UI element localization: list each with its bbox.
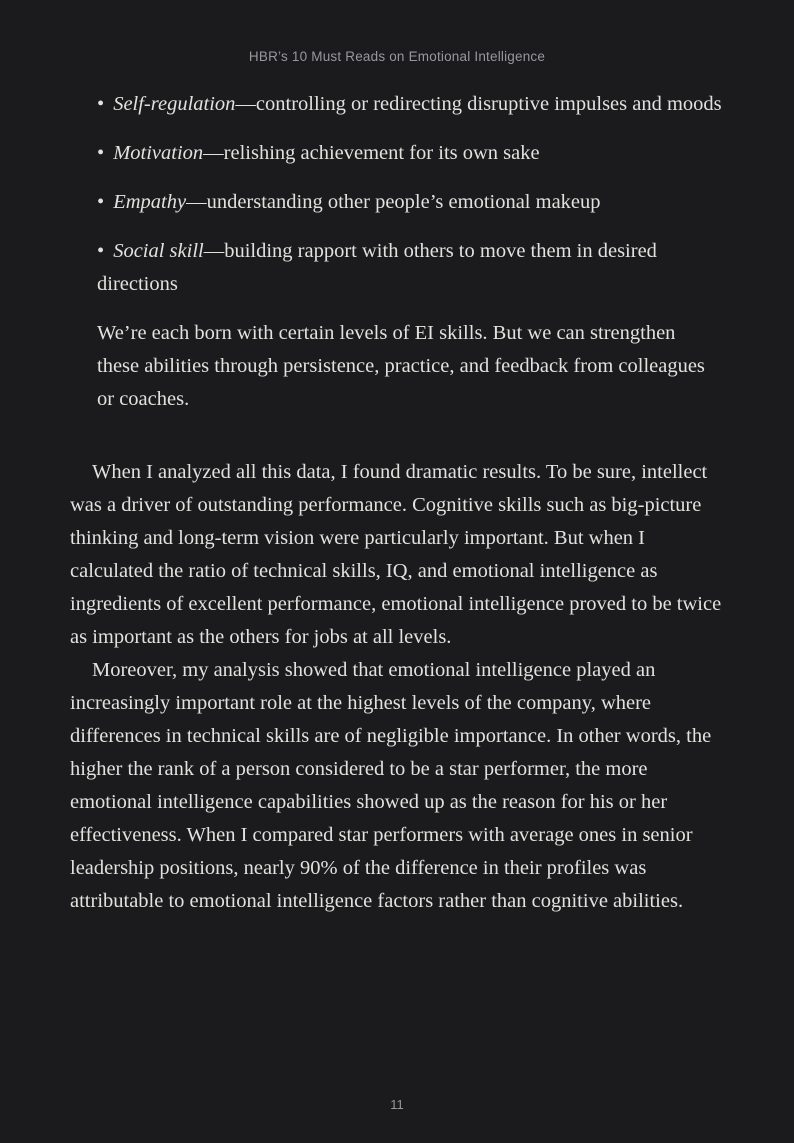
bullet-text: —relishing achievement for its own sake [203, 142, 540, 164]
bullet-icon: • [97, 240, 105, 262]
body-paragraph: When I analyzed all this data, I found dramatic results. To be sure, intellect was a driver of outstanding performance. Cognitive skills such as big-picture thinking and long-term vision were particularly important. But when I calculated the ratio of technical skills, IQ, and emotional intelligence as ingredients of excellent performance, emotional intelligence proved to be twice as important as the others for jobs at all levels. [70, 461, 722, 648]
bullet-list [97, 88, 722, 301]
page-footer [0, 1097, 794, 1112]
bullet-term: Self-regulation [113, 93, 236, 115]
list-item [97, 186, 722, 219]
bullet-term: Social skill [113, 240, 204, 262]
list-item [97, 137, 722, 170]
bullet-icon: • [97, 142, 105, 164]
running-header [0, 49, 794, 64]
note-paragraph: We’re each born with certain levels of EI skills. But we can strengthen these abilities through persistence, practice, and feedback from colleagues or coaches. [97, 322, 705, 410]
page-content [70, 88, 724, 918]
bullet-text: —understanding other people’s emotional makeup [186, 191, 601, 213]
bullet-text: —controlling or redirecting disruptive impulses and moods [235, 93, 722, 115]
bullet-text: —building rapport with others to move them in desired directions [97, 240, 657, 295]
body-paragraph: Moreover, my analysis showed that emotional intelligence played an increasingly important role at the highest levels of the company, where differences in technical skills are of negligible importance. In other words, the higher the rank of a person considered to be a star performer, the more emotional intelligence capabilities showed up as the reason for his or her effectiveness. When I compared star performers with average ones in senior leadership positions, nearly 90% of the difference in their profiles was attributable to emotional intelligence factors rather than cognitive abilities. [70, 659, 712, 912]
bullet-icon: • [97, 191, 105, 213]
list-item [97, 235, 722, 301]
list-item [97, 88, 722, 121]
bullet-term: Motivation [113, 142, 204, 164]
bullet-term: Empathy [113, 191, 187, 213]
page-number: 11 [390, 1097, 404, 1112]
running-title: HBR’s 10 Must Reads on Emotional Intelligence [248, 49, 546, 64]
bullet-icon: • [97, 93, 105, 115]
